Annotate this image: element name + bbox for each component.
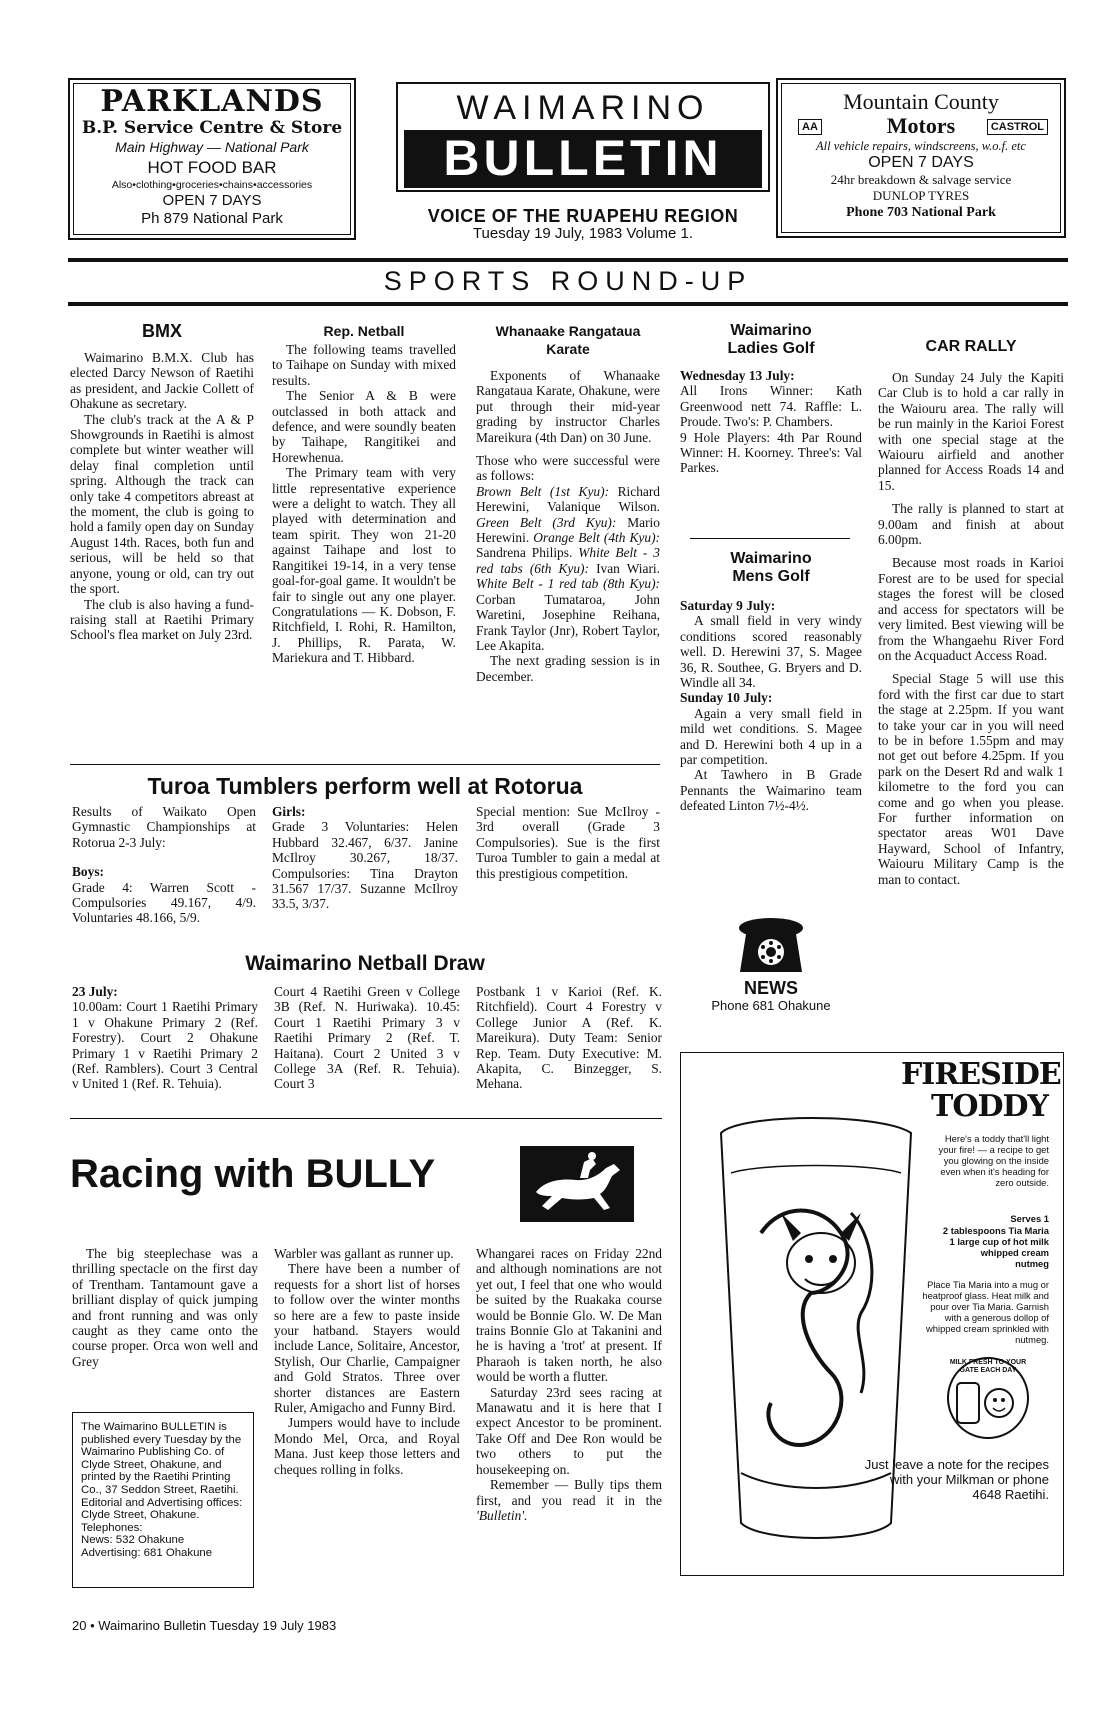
racing-p7: [476, 1477, 662, 1523]
rep-netball-p3: The Primary team with very little representative experience were a delight to watch. They all played with determination and team spirit. They won 21-20 against Taihape and lost to Rangitikei 19-14, in a very tense goal-for-goal game. It wouldn't be fair to single out any one player. Congratulations — K. Dobson, F. Ritchfield, I. Rohi, R. Hamilton, J. Phillips, R. Parata, W. Mariekura and T. Hibbard.: [272, 465, 456, 666]
karate-white3-label: White Belt - 3 red tabs (6th Kyu):: [476, 545, 660, 576]
racing-p5: Whangarei races on Friday 22nd and although nominations are not yet out, I feel that one who would be suited by the Ruakaka course would be Bonnie Glo. W. De Man trains Bonnie Glo at Takanini and he is having a 'trot' at present. If Pharaoh is taken north, he also would be worth a flutter.: [476, 1246, 662, 1385]
mcm-hours: OPEN 7 DAYS: [868, 154, 974, 171]
racehorse-icon: [522, 1148, 632, 1220]
publisher-tel-label: Telephones:: [81, 1521, 143, 1534]
netball-draw-c3: Postbank 1 v Karioi (Ref. K. Ritchfield). Court 4 Forestry v College Junior A (Ref. K. Mareikura). Duty Team: Senior Rep. Team. Duty Executive: M. Akapita, C. Binzegger, S. Mehana.: [476, 984, 662, 1092]
fireside-ing1: 2 tablespoons Tia Maria: [942, 1225, 1049, 1236]
netball-draw-col3: [476, 984, 662, 1092]
karate-green-names: Mario Herewini.: [476, 514, 660, 546]
mcm-tyres: DUNLOP TYRES: [872, 188, 970, 203]
ladies-golf-date: Wednesday 13 July:: [680, 368, 795, 383]
masthead-title-block: [404, 130, 762, 188]
netball-draw-c2: Court 4 Raetihi Green v College 3B (Ref. N. Huriwaka). 10.45: Court 1 Raetihi Primary 3 v Raetihi Primary 2 (Ref. T. Haitana). Court 2 United 3 v College 3A (Ref. R. Tehuia). Court 3: [274, 984, 460, 1092]
rep-netball-p2: The Senior A & B were outclassed in both attack and defence, and were soundly beaten by Taihape, Rangitikei and Horewhenua.: [272, 388, 456, 465]
racing-p4: Jumpers would have to include Mondo Mel, Orca, and Royal Mana. Just keep those letters and cheques rolling in folks.: [274, 1415, 460, 1477]
page-footer: 20 • Waimarino Bulletin Tuesday 19 July 1983: [72, 1618, 337, 1633]
masthead-title-top: WAIMARINO: [456, 89, 710, 127]
banner-rule-bottom: [68, 302, 1068, 306]
masthead-title-main: BULLETIN: [443, 130, 723, 186]
racing-p3: There have been a number of requests for a short list of horses to follow over the winter months so here are a few to paste inside your hatband. Stayers would include Lance, Solitaire, Ancestor, Stylish, Our Charlie, Campaigner and Gold Stratos. Three over shorter distances are Eastern Ruler, Amigacho and Funny Bird.: [274, 1261, 460, 1416]
tumblers-special: Special mention: Sue McIlroy - 3rd overall (Grade 3 Compulsories). Sue is the first Turoa Tumbler to gain a medal at this prestigious competition.: [476, 804, 660, 881]
mcm-breakdown: 24hr breakdown & salvage service: [830, 172, 1012, 187]
racing-p6: Saturday 23rd sees racing at Manawatu and it is here that I expect Ancestor to be prominent. Take Off and Dee Ron would be two others to put the housekeeping on.: [476, 1384, 662, 1477]
fireside-ing3: whipped cream: [980, 1247, 1049, 1258]
mcm-line2: Motors: [886, 113, 956, 138]
mens-golf-text2: Again a very small field in mild wet conditions. S. Magee and D. Herewini both 4 up in a par competition.: [680, 705, 862, 768]
ladies-golf-text: All Irons Winner: Kath Greenwood nett 74. Raffle: L. Proude. Two's: P. Chambers.: [680, 383, 862, 430]
karate-white1-names: Corban Tumataroa, John Waretini, Josephine Reihana, Frank Taylor (Jnr), Robert Taylor, Lee Akapita.: [476, 591, 660, 653]
racing-heading: Racing with BULLY: [70, 1152, 436, 1196]
racing-col2: [274, 1246, 460, 1477]
ladies-golf-article: [680, 322, 862, 476]
milk-bottle-text: MILK FRESH TO YOUR GATE EACH DAY: [949, 1359, 1027, 1374]
netball-draw-col1: [72, 984, 258, 1092]
fireside-blurb: Here's a toddy that'll light your fire! — a recipe to get you glowing on the inside even when it's heading for zero outside.: [938, 1133, 1049, 1188]
netball-draw-col2: [274, 984, 460, 1092]
karate-p3: The next grading session is in December.: [476, 653, 660, 684]
fireside-title-1: FIRESIDE: [901, 1057, 1061, 1092]
car-rally-heading: CAR RALLY: [925, 338, 1017, 355]
golf-divider: [690, 538, 850, 539]
top-articles-divider: [70, 764, 660, 765]
parklands-subtitle: B.P. Service Centre & Store: [81, 118, 343, 138]
banner-rule-top: [68, 258, 1068, 262]
publisher-text: The Waimarino BULLETIN is published every Tuesday by the Waimarino Publishing Co. of Clyde Street, Ohakune, and printed by the Raetihi Printing Co., 37 Seddon Street, Raetihi. Editorial and Advertising offices: Clyde Street, Ohakune.: [81, 1421, 243, 1522]
news-label: NEWS: [744, 978, 798, 998]
car-rally-p4: Special Stage 5 will use this ford with the first car due to start the stage at 2.25pm. If you want to take your car in you will need to be in before 1.55pm and may not get out before 4.25pm. If you park on the Desert Rd and walk 1 kilometre to the ford you can come and go when you please. For further information on spectator areas W01 Dave Hayward, School of Infantry, Waiouru Military Camp is the man to contact.: [878, 671, 1064, 887]
karate-brown-names: Richard Herewini, Valanique Wilson.: [476, 483, 660, 515]
bmx-article: [70, 322, 254, 643]
netball-draw-date: 23 July:: [72, 984, 118, 999]
karate-orange-label: Orange Belt (4th Kyu):: [533, 530, 660, 546]
tumblers-col2: [272, 804, 458, 912]
news-box: [680, 914, 862, 1016]
ladies-golf-heading-2: Ladies Golf: [727, 340, 815, 357]
tumblers-girls-text: Grade 3 Voluntaries: Helen Hubbard 32.467, 6/37. Janine McIlroy 30.267, 18/37. Compulsories: Tina Drayton 31.567 17/37. Suzanne McIlroy 33.5, 3/37.: [272, 819, 458, 912]
car-rally-p3: Because most roads in Karioi Forest are to be used for special stages the forest will be closed and access for spectators will be very limited. Best viewing will be from the Whangaehu River Ford on the Acquaduct Access Road.: [878, 555, 1064, 663]
netball-draw-heading: Waimarino Netball Draw: [245, 952, 485, 975]
car-rally-p2: The rally is planned to start at 9.00am and finish at about 6.00pm.: [878, 501, 1064, 548]
masthead-date: Tuesday 19 July, 1983 Volume 1.: [472, 225, 694, 242]
karate-p1: Exponents of Whanaake Rangataua Karate, Ohakune, were put through their mid-year grading by instructor Charles Mareikura (4th Dan) on 30 June.: [476, 368, 660, 445]
fireside-footer: Just leave a note for the recipes with your Milkman or phone 4648 Raetihi.: [864, 1457, 1049, 1502]
bmx-p3: The club is also having a fund-raising stall at Raetihi Primary School's flea market on July 23rd.: [70, 596, 254, 643]
masthead-tagline: VOICE OF THE RUAPEHU REGION: [427, 206, 739, 226]
mountain-county-ad: [776, 78, 1066, 238]
mens-golf-heading-2: Mens Golf: [732, 568, 810, 585]
karate-article: [476, 322, 660, 684]
karate-heading-1: Whanaake Rangataua: [495, 323, 641, 339]
racing-p7-italic: 'Bulletin'.: [476, 1507, 528, 1523]
rep-netball-article: [272, 322, 456, 666]
milk-bottle-logo: [943, 1353, 1033, 1443]
publisher-adv: Advertising: 681 Ohakune: [81, 1546, 213, 1559]
mcm-phone: Phone 703 National Park: [846, 205, 996, 220]
fireside-toddy-ad: [680, 1052, 1064, 1576]
racing-col3: [476, 1246, 662, 1523]
fireside-ing4: nutmeg: [1015, 1258, 1049, 1269]
parklands-address: Main Highway — National Park: [115, 139, 309, 155]
fireside-serves: Serves 1: [1010, 1213, 1049, 1224]
karate-grades: [476, 484, 660, 653]
tumblers-boys-label: Boys:: [72, 864, 104, 880]
draw-divider: [70, 1118, 662, 1119]
tumblers-girls-label: Girls:: [272, 804, 306, 819]
masthead-frame: [396, 82, 770, 192]
mens-golf-text3: At Tawhero in B Grade Pennants the Waimarino team defeated Linton 7½-4½.: [680, 767, 862, 814]
tumblers-intro: Results of Waikato Open Gymnastic Championships at Rotorua 2-3 July:: [72, 804, 256, 850]
karate-p2: Those who were successful were as follows:: [476, 453, 660, 484]
karate-orange-names: Sandrena Philips.: [476, 545, 573, 561]
rep-netball-heading: Rep. Netball: [323, 323, 405, 339]
parklands-also: Also•clothing•groceries•chains•accessories: [111, 179, 313, 191]
racing-p1: The big steeplechase was a thrilling spectacle on the first day of Trentham. Tantamount gave a brilliant display of quick jumping and front running and was only caught as they came onto the course proper. Orca won well and Grey: [72, 1246, 258, 1369]
bmx-heading: BMX: [142, 321, 182, 341]
rep-netball-p1: The following teams travelled to Taihape on Sunday with mixed results.: [272, 342, 456, 388]
news-phone: Phone 681 Ohakune: [711, 998, 831, 1013]
publisher-news: News: 532 Ohakune: [81, 1534, 185, 1547]
racing-p7-start: Remember — Bully tips them first, and you read it in the: [476, 1477, 662, 1508]
publisher-box: [72, 1412, 254, 1588]
mens-golf-date1: Saturday 9 July:: [680, 598, 776, 613]
fireside-method: Place Tia Maria into a mug or heatproof glass. Heat milk and pour over Tia Maria. Garnish with a generous dollop of whipped cream sprinkled with nutmeg.: [922, 1279, 1049, 1345]
racing-p2: Warbler was gallant as runner up.: [274, 1246, 454, 1261]
mens-golf-text1: A small field in very windy conditions scored reasonably well. D. Herewini 37, S. Magee 36, R. Southee, G. Bryers and D. Windle all 34.: [680, 613, 862, 691]
car-rally-article: [878, 338, 1064, 887]
parklands-name: PARKLANDS: [100, 84, 324, 119]
tumblers-col3: [476, 804, 660, 881]
parklands-phone: Ph 879 National Park: [141, 210, 283, 227]
section-banner: SPORTS ROUND-UP: [383, 266, 753, 296]
aa-badge: AA: [798, 119, 822, 135]
netball-draw-c1: 10.00am: Court 1 Raetihi Primary 1 v Ohakune Primary 2 (Ref. Forestry). Court 2 Ohakune Primary 1 v Raetihi Primary 2 (Ref. Ramblers). Court 3 Central v United 1 (Ref. R. Tehuia).: [72, 999, 258, 1092]
fireside-ing2: 1 large cup of hot milk: [949, 1236, 1049, 1247]
ladies-golf-text2: 9 Hole Players: 4th Par Round Winner: H. Koorney. Three's: Val Parkes.: [680, 429, 862, 476]
karate-white1-label: White Belt - 1 red tab (8th Kyu):: [476, 576, 660, 592]
karate-heading-2: Karate: [546, 341, 590, 357]
parklands-feature: HOT FOOD BAR: [147, 158, 277, 177]
racing-logo: [520, 1146, 634, 1222]
parklands-ad: [68, 78, 356, 240]
ladies-golf-heading-1: Waimarino: [730, 322, 812, 339]
karate-green-label: Green Belt (3rd Kyu):: [476, 514, 617, 530]
karate-white3-names: Ivan Wiari.: [596, 560, 661, 576]
tumblers-col1: [72, 804, 256, 926]
parklands-hours: OPEN 7 DAYS: [162, 192, 262, 209]
bmx-p2: The club's track at the A & P Showgrounds in Raetihi is almost complete but winter weather will delay final completion until spring. Although the track can only take 4 competitors abreast at the moment, the club is going to hold a family open day on Sunday August 14th. Races, both fun and serious, will be held so that anyone, young or old, can try out the sport.: [70, 411, 254, 597]
karate-brown-label: Brown Belt (1st Kyu):: [476, 483, 610, 499]
fireside-title-2: TODDY: [931, 1089, 1048, 1124]
racing-col1: [72, 1246, 258, 1369]
bmx-p1: Waimarino B.M.X. Club has elected Darcy Newson of Raetihi as president, and Jackie Collett of Ohakune as secretary.: [70, 350, 254, 412]
car-rally-p1: On Sunday 24 July the Kapiti Car Club is to hold a car rally in the Waiouru area. The rally will be run mainly in the Karioi Forest with one special stage at the Waiouru airfield and another planned for Access Roads 14 and 15.: [878, 370, 1064, 493]
castrol-badge: CASTROL: [987, 119, 1048, 135]
mcm-services: All vehicle repairs, windscreens, w.o.f. etc: [816, 139, 1026, 153]
mens-golf-date2: Sunday 10 July:: [680, 690, 773, 706]
telephone-icon: [736, 914, 806, 976]
tumblers-boys-text: Grade 4: Warren Scott -Compulsories 49.167, 4/9. Voluntaries 48.166, 5/9.: [72, 879, 256, 926]
mcm-line1: Mountain County: [843, 89, 999, 114]
tumblers-heading: Turoa Tumblers perform well at Rotorua: [147, 773, 583, 799]
mens-golf-heading-1: Waimarino: [730, 550, 812, 567]
mens-golf-article: [680, 550, 862, 814]
